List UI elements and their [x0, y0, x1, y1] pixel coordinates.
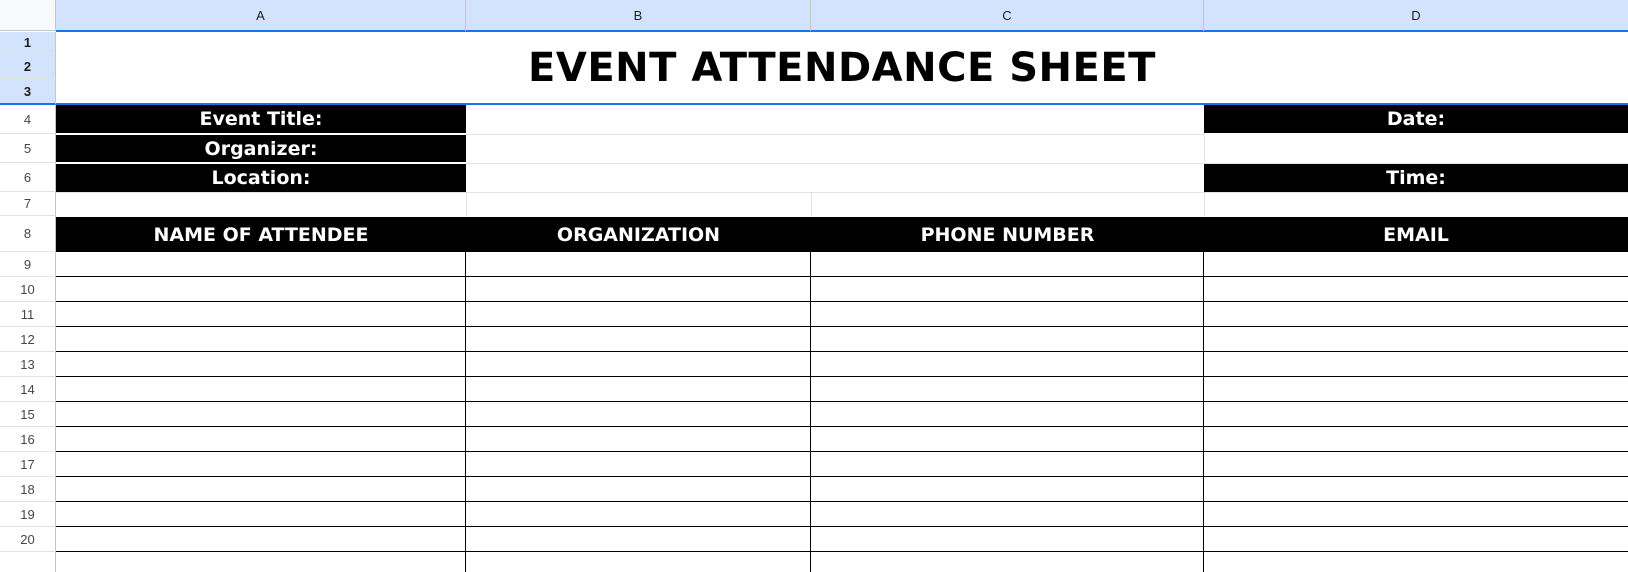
column-header-label: B: [633, 7, 643, 23]
row-header-7[interactable]: [0, 192, 56, 216]
row-header-label: 13: [20, 356, 35, 372]
row-header-label: 8: [23, 226, 32, 241]
table-header-phone[interactable]: [811, 217, 1204, 252]
row-header-4[interactable]: [0, 105, 56, 134]
location-label-text: Location:: [211, 167, 311, 189]
row-header-14[interactable]: [0, 377, 56, 402]
time-label[interactable]: [1204, 164, 1628, 192]
row-header-6[interactable]: [0, 163, 56, 192]
column-header-label: A: [256, 7, 265, 23]
row-header-label: 11: [20, 306, 35, 322]
table-header-name[interactable]: [56, 217, 466, 252]
row-header-label: 15: [20, 406, 35, 422]
row-header-19[interactable]: [0, 502, 56, 527]
row-header-15[interactable]: [0, 402, 56, 427]
event-title-value-cell[interactable]: [466, 105, 1204, 134]
row-header-8[interactable]: [0, 216, 56, 252]
row-header-label: 17: [20, 456, 35, 472]
row-header-13[interactable]: [0, 352, 56, 377]
gridline: [466, 192, 467, 216]
column-header-c[interactable]: [811, 0, 1204, 32]
row-header-label: 2: [23, 58, 32, 74]
organizer-label-text: Organizer:: [204, 137, 318, 160]
row-header-label: 6: [23, 169, 32, 185]
row-header-label: 16: [20, 431, 35, 447]
sheet-title-text: EVENT ATTENDANCE SHEET: [528, 44, 1156, 91]
column-header-d[interactable]: [1204, 0, 1628, 32]
table-header-text: NAME OF ATTENDEE: [153, 223, 369, 246]
attendee-name-column-cells[interactable]: [56, 252, 466, 572]
event-title-label[interactable]: [56, 105, 466, 133]
row-header-11[interactable]: [0, 302, 56, 327]
row-header-label: 1: [23, 35, 32, 50]
table-header-text: PHONE NUMBER: [920, 223, 1095, 246]
row-header-label: 19: [20, 506, 35, 522]
row-header-label: 20: [20, 531, 35, 547]
email-column-cells[interactable]: [1204, 252, 1628, 572]
row-header-5[interactable]: [0, 134, 56, 163]
row-header-12[interactable]: [0, 327, 56, 352]
sheet-title[interactable]: [56, 32, 1628, 105]
location-value-cell[interactable]: [466, 163, 1204, 192]
row-header-1[interactable]: [0, 32, 56, 54]
time-value-cell[interactable]: [1204, 192, 1628, 216]
column-header-b[interactable]: [466, 0, 811, 32]
column-header-label: D: [1411, 7, 1421, 23]
select-all-corner[interactable]: [0, 0, 56, 31]
row-header-label: 10: [20, 281, 35, 297]
column-header-a[interactable]: [56, 0, 466, 32]
date-value-cell[interactable]: [1204, 134, 1628, 163]
row-header-18[interactable]: [0, 477, 56, 502]
table-header-text: EMAIL: [1383, 223, 1449, 246]
column-header-label: C: [1002, 7, 1012, 23]
row-header-2[interactable]: [0, 54, 56, 79]
row-header-10[interactable]: [0, 277, 56, 302]
gridline: [811, 192, 812, 216]
date-label-text: Date:: [1386, 108, 1446, 130]
time-label-text: Time:: [1386, 167, 1446, 189]
organizer-value-cell[interactable]: [466, 134, 1204, 163]
row-header-9[interactable]: [0, 252, 56, 277]
phone-number-column-cells[interactable]: [811, 252, 1204, 572]
row-header-17[interactable]: [0, 452, 56, 477]
row-header-label: 18: [20, 481, 35, 497]
row-header-21[interactable]: [0, 552, 56, 572]
table-header-text: ORGANIZATION: [556, 223, 721, 246]
row-header-label: 14: [20, 381, 35, 397]
organizer-label[interactable]: [56, 135, 466, 162]
location-label[interactable]: [56, 164, 466, 192]
date-label[interactable]: [1204, 105, 1628, 133]
row-header-label: 12: [20, 331, 35, 347]
row-header-label: 5: [23, 140, 32, 156]
row-header-label: 4: [23, 111, 32, 127]
table-header-email[interactable]: [1204, 217, 1628, 252]
event-title-label-text: Event Title:: [199, 108, 323, 130]
row-header-20[interactable]: [0, 527, 56, 552]
organization-column-cells[interactable]: [466, 252, 811, 572]
row-header-16[interactable]: [0, 427, 56, 452]
table-header-organization[interactable]: [466, 217, 811, 252]
row-header-3[interactable]: [0, 79, 56, 105]
row-header-label: 3: [23, 83, 32, 99]
row-header-label: 7: [23, 196, 32, 211]
row-header-label: 9: [23, 256, 32, 272]
